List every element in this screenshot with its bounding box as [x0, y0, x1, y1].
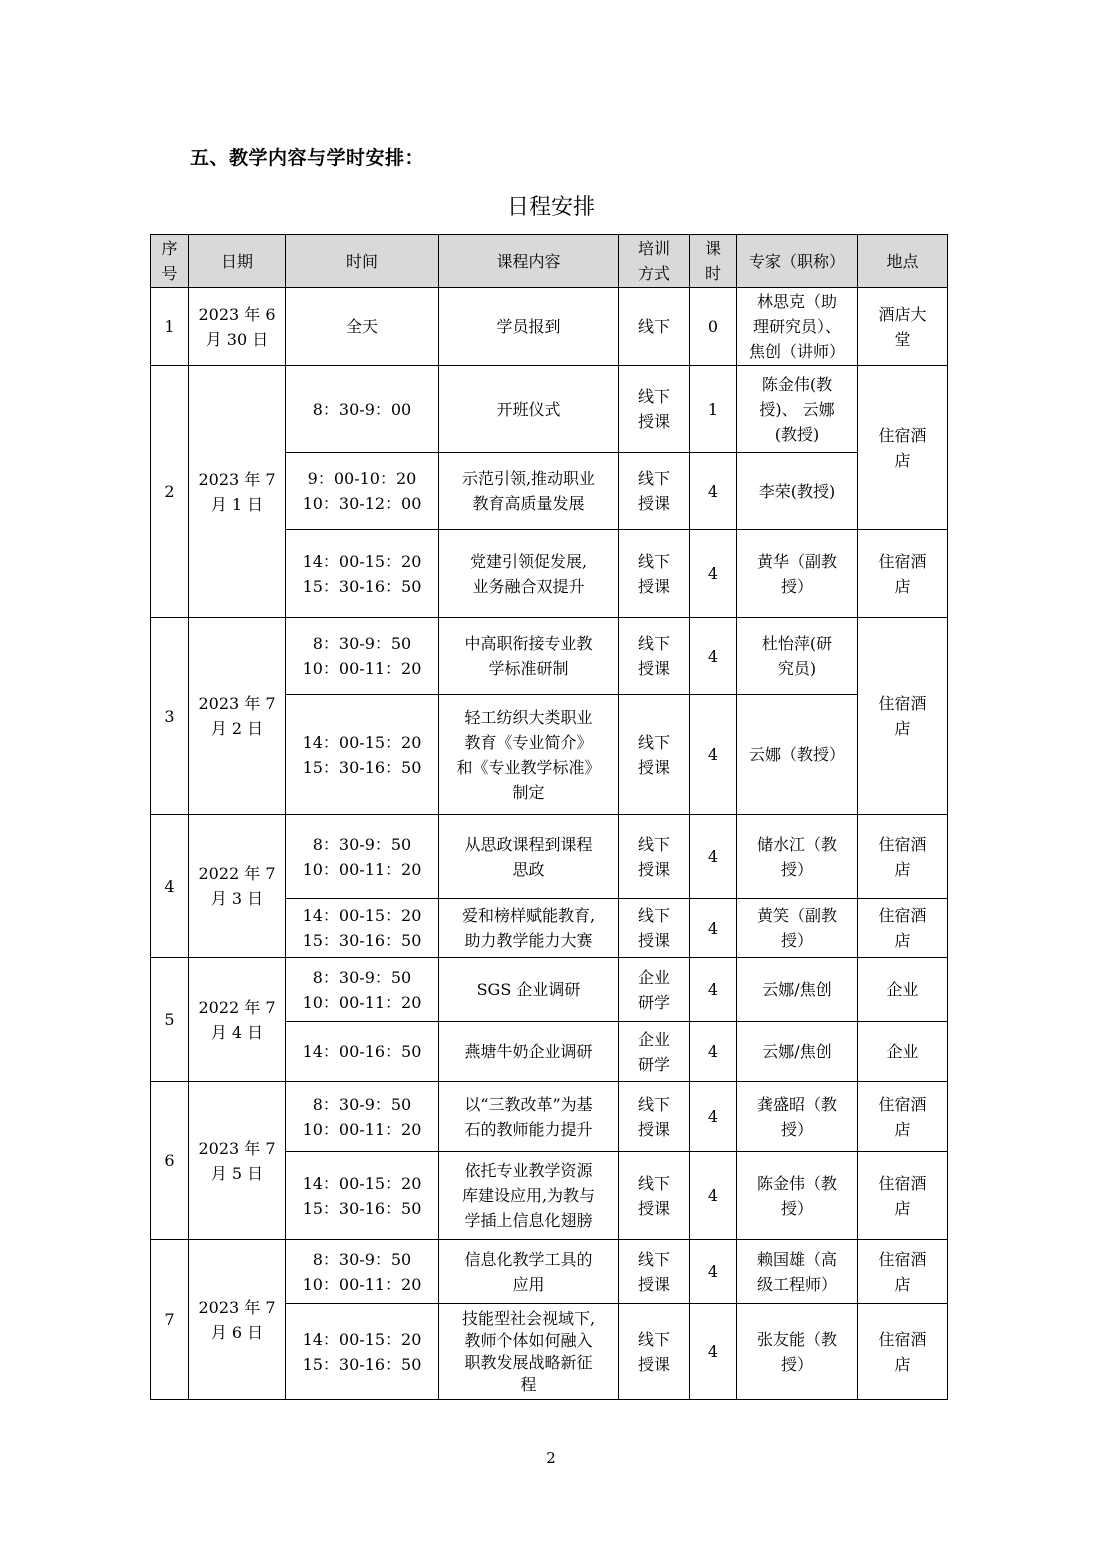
cell-expert: 杜怡萍(研 究员) — [737, 618, 858, 695]
cell-location: 住宿酒 店 — [858, 618, 948, 815]
table-row — [151, 288, 948, 366]
cell-date: 2023 年 6 月 30 日 — [189, 288, 286, 366]
header-location: 地点 — [858, 235, 948, 288]
cell-time: 14：00-15：20 15：30-16：50 — [286, 1152, 439, 1240]
cell-expert: 林思克（助 理研究员）、 焦创（讲师） — [737, 288, 858, 366]
cell-time: 8：30-9：50 10：00-11：20 — [286, 1082, 439, 1152]
cell-course: 从思政课程到课程 思政 — [439, 815, 619, 899]
cell-hours: 4 — [690, 1022, 737, 1082]
cell-location: 住宿酒 店 — [858, 899, 948, 958]
cell-mode: 线下 授课 — [619, 1082, 690, 1152]
cell-expert: 龚盛昭（教 授） — [737, 1082, 858, 1152]
cell-course: SGS 企业调研 — [439, 958, 619, 1022]
cell-mode: 企业 研学 — [619, 1022, 690, 1082]
cell-location: 企业 — [858, 958, 948, 1022]
cell-no: 6 — [151, 1082, 189, 1240]
cell-time: 14：00-15：20 15：30-16：50 — [286, 695, 439, 815]
cell-hours: 4 — [690, 1304, 737, 1400]
cell-expert: 云娜（教授） — [737, 695, 858, 815]
header-time: 时间 — [286, 235, 439, 288]
cell-mode: 线下 授课 — [619, 366, 690, 453]
cell-mode: 线下 授课 — [619, 453, 690, 530]
cell-course: 示范引领,推动职业 教育高质量发展 — [439, 453, 619, 530]
cell-hours: 4 — [690, 453, 737, 530]
cell-expert: 李荣(教授) — [737, 453, 858, 530]
cell-time: 14：00-16：50 — [286, 1022, 439, 1082]
table-title: 日程安排 — [506, 195, 595, 220]
cell-time: 全天 — [286, 288, 439, 366]
cell-date: 2023 年 7 月 5 日 — [189, 1082, 286, 1240]
cell-location: 住宿酒 店 — [858, 1240, 948, 1304]
cell-hours: 0 — [690, 288, 737, 366]
table-row — [151, 618, 948, 695]
cell-time: 9：00-10：20 10：30-12：00 — [286, 453, 439, 530]
cell-no: 1 — [151, 288, 189, 366]
cell-time: 8：30-9：50 10：00-11：20 — [286, 958, 439, 1022]
cell-course: 开班仪式 — [439, 366, 619, 453]
header-no: 序 号 — [151, 235, 189, 288]
cell-time: 8：30-9：50 10：00-11：20 — [286, 1240, 439, 1304]
cell-mode: 线下 授课 — [619, 530, 690, 618]
cell-mode: 企业 研学 — [619, 958, 690, 1022]
cell-expert: 黄笑（副教 授） — [737, 899, 858, 958]
cell-location: 酒店大 堂 — [858, 288, 948, 366]
table-row — [151, 366, 948, 453]
cell-no: 2 — [151, 366, 189, 618]
cell-location: 住宿酒 店 — [858, 1152, 948, 1240]
cell-location: 住宿酒 店 — [858, 366, 948, 530]
table-row — [151, 1082, 948, 1152]
page-number: 2 — [546, 1449, 556, 1467]
cell-no: 5 — [151, 958, 189, 1082]
cell-mode: 线下 授课 — [619, 1152, 690, 1240]
header-expert: 专家（职称） — [737, 235, 858, 288]
cell-course: 燕塘牛奶企业调研 — [439, 1022, 619, 1082]
cell-hours: 4 — [690, 618, 737, 695]
cell-mode: 线下 授课 — [619, 695, 690, 815]
cell-hours: 4 — [690, 1152, 737, 1240]
cell-location: 住宿酒 店 — [858, 1304, 948, 1400]
cell-mode: 线下 授课 — [619, 899, 690, 958]
cell-date: 2023 年 7 月 2 日 — [189, 618, 286, 815]
cell-course: 依托专业教学资源 库建设应用,为教与 学插上信息化翅膀 — [439, 1152, 619, 1240]
cell-date: 2023 年 7 月 1 日 — [189, 366, 286, 618]
cell-course: 以“三教改革”为基 石的教师能力提升 — [439, 1082, 619, 1152]
section-heading: 五、教学内容与学时安排： — [190, 147, 425, 169]
table-row — [151, 958, 948, 1022]
cell-time: 14：00-15：20 15：30-16：50 — [286, 530, 439, 618]
cell-time: 8：30-9：50 10：00-11：20 — [286, 618, 439, 695]
cell-course: 学员报到 — [439, 288, 619, 366]
cell-expert: 黄华（副教 授） — [737, 530, 858, 618]
header-hours: 课 时 — [690, 235, 737, 288]
cell-date: 2022 年 7 月 3 日 — [189, 815, 286, 958]
cell-hours: 4 — [690, 530, 737, 618]
cell-time: 8：30-9：50 10：00-11：20 — [286, 815, 439, 899]
cell-hours: 4 — [690, 1082, 737, 1152]
cell-expert: 云娜/焦创 — [737, 1022, 858, 1082]
cell-hours: 4 — [690, 1240, 737, 1304]
cell-date: 2022 年 7 月 4 日 — [189, 958, 286, 1082]
cell-time: 14：00-15：20 15：30-16：50 — [286, 1304, 439, 1400]
header-row — [151, 235, 948, 288]
cell-course: 爱和榜样赋能教育, 助力教学能力大赛 — [439, 899, 619, 958]
cell-hours: 1 — [690, 366, 737, 453]
cell-expert: 陈金伟（教 授） — [737, 1152, 858, 1240]
cell-expert: 云娜/焦创 — [737, 958, 858, 1022]
schedule-table — [150, 234, 948, 1400]
cell-date: 2023 年 7 月 6 日 — [189, 1240, 286, 1400]
cell-expert: 储水江（教 授） — [737, 815, 858, 899]
cell-mode: 线下 授课 — [619, 815, 690, 899]
header-mode: 培训 方式 — [619, 235, 690, 288]
cell-hours: 4 — [690, 958, 737, 1022]
cell-no: 4 — [151, 815, 189, 958]
header-date: 日期 — [189, 235, 286, 288]
cell-hours: 4 — [690, 695, 737, 815]
cell-course: 轻工纺织大类职业 教育《专业简介》 和《专业教学标准》 制定 — [439, 695, 619, 815]
cell-mode: 线下 授课 — [619, 1304, 690, 1400]
cell-no: 3 — [151, 618, 189, 815]
cell-hours: 4 — [690, 815, 737, 899]
cell-time: 14：00-15：20 15：30-16：50 — [286, 899, 439, 958]
cell-location: 住宿酒 店 — [858, 1082, 948, 1152]
cell-location: 企业 — [858, 1022, 948, 1082]
cell-no: 7 — [151, 1240, 189, 1400]
cell-mode: 线下 — [619, 288, 690, 366]
cell-expert: 赖国雄（高 级工程师） — [737, 1240, 858, 1304]
header-course: 课程内容 — [439, 235, 619, 288]
cell-course: 党建引领促发展, 业务融合双提升 — [439, 530, 619, 618]
table-row — [151, 1240, 948, 1304]
cell-location: 住宿酒 店 — [858, 530, 948, 618]
cell-course: 信息化教学工具的 应用 — [439, 1240, 619, 1304]
cell-expert: 陈金伟(教 授)、 云娜 (教授) — [737, 366, 858, 453]
cell-hours: 4 — [690, 899, 737, 958]
cell-course: 技能型社会视域下, 教师个体如何融入 职教发展战略新征 程 — [439, 1304, 619, 1400]
table-row — [151, 815, 948, 899]
cell-mode: 线下 授课 — [619, 1240, 690, 1304]
cell-expert: 张友能（教 授） — [737, 1304, 858, 1400]
cell-course: 中高职衔接专业教 学标准研制 — [439, 618, 619, 695]
cell-time: 8：30-9：00 — [286, 366, 439, 453]
cell-mode: 线下 授课 — [619, 618, 690, 695]
cell-location: 住宿酒 店 — [858, 815, 948, 899]
